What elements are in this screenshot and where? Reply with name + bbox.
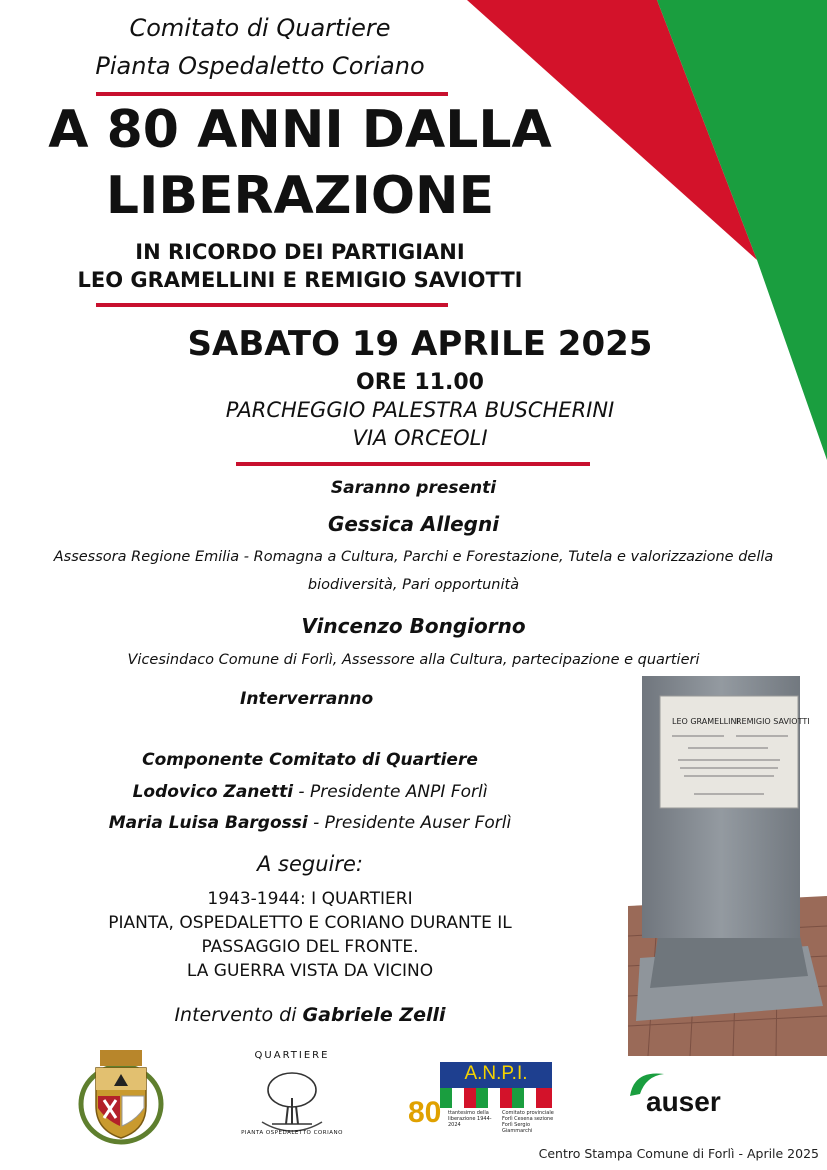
speaker-zanetti-role: - Presidente ANPI Forlì bbox=[293, 782, 488, 802]
followup-heading: A seguire: bbox=[256, 852, 363, 876]
divider-top bbox=[96, 92, 448, 96]
guest1-role-line2: biodiversità, Pari opportunità bbox=[307, 577, 520, 593]
anpi-small2: Comitato provinciale Forlì Cesena sezione Forlì Sergio Giammarchi bbox=[502, 1110, 554, 1134]
event-time: ORE 11.00 bbox=[356, 370, 484, 395]
quartiere-logo-bottom: PIANTA OSPEDALETTO CORIANO bbox=[241, 1130, 343, 1136]
anpi-80: 80 bbox=[408, 1096, 442, 1129]
event-place-line2: VIA ORCEOLI bbox=[352, 426, 488, 450]
subtitle-line1: IN RICORDO DEI PARTIGIANI bbox=[135, 240, 465, 264]
auser-logo bbox=[626, 1068, 756, 1120]
speaker-zanetti-name: Lodovico Zanetti bbox=[132, 782, 294, 802]
speaker-bargossi-role: - Presidente Auser Forlì bbox=[307, 813, 512, 833]
event-place-line1: PARCHEGGIO PALESTRA BUSCHERINI bbox=[225, 398, 615, 422]
anpi-wordmark: A.N.P.I. bbox=[464, 1063, 528, 1084]
divider-event bbox=[236, 462, 590, 466]
guest2-name: Vincenzo Bongiorno bbox=[301, 614, 526, 638]
speaker-zanetti bbox=[60, 782, 560, 802]
divider-subtitle bbox=[96, 303, 448, 307]
quartiere-logo-top: QUARTIERE bbox=[254, 1050, 330, 1061]
plaque-name-right: REMIGIO SAVIOTTI bbox=[736, 717, 810, 726]
intervento bbox=[60, 1004, 560, 1026]
intervento-prefix: Intervento di bbox=[174, 1004, 303, 1026]
committee-line1: Comitato di Quartiere bbox=[129, 14, 391, 42]
guest1-name: Gessica Allegni bbox=[327, 512, 500, 536]
monument-photo bbox=[628, 676, 827, 1056]
quartiere-logo bbox=[232, 1040, 352, 1145]
main-title-line2: LIBERAZIONE bbox=[105, 166, 495, 226]
anpi-logo bbox=[408, 1058, 558, 1138]
plaque-name-left: LEO GRAMELLINI bbox=[672, 717, 739, 726]
guest2-role: Vicesindaco Comune di Forlì, Assessore alla Cultura, partecipazione e quartieri bbox=[127, 652, 700, 668]
followup-line1: 1943-1944: I QUARTIERI bbox=[207, 889, 413, 909]
followup-line4: LA GUERRA VISTA DA VICINO bbox=[186, 961, 434, 981]
speaker-committee: Componente Comitato di Quartiere bbox=[142, 750, 478, 770]
main-title-line1: A 80 ANNI DALLA bbox=[48, 100, 552, 160]
followup-line3: PASSAGGIO DEL FRONTE. bbox=[201, 937, 419, 957]
intervento-name: Gabriele Zelli bbox=[302, 1004, 446, 1026]
speaker-bargossi bbox=[60, 813, 560, 833]
event-date: SABATO 19 APRILE 2025 bbox=[187, 324, 653, 364]
guest1-role-line1: Assessora Regione Emilia - Romagna a Cultura, Parchi e Forestazione, Tutela e valorizzazione della bbox=[53, 549, 774, 565]
anpi-small1: ttantesimo della liberazione 1944-2024 bbox=[448, 1110, 492, 1128]
committee-line2: Pianta Ospedaletto Coriano bbox=[95, 52, 425, 80]
auser-wordmark: auser bbox=[646, 1086, 721, 1117]
speaker-bargossi-name: Maria Luisa Bargossi bbox=[108, 813, 308, 833]
speakers-heading: Interverranno bbox=[240, 689, 374, 709]
forli-coat-of-arms-logo bbox=[76, 1046, 166, 1146]
subtitle-line2: LEO GRAMELLINI E REMIGIO SAVIOTTI bbox=[77, 268, 523, 292]
guests-heading: Saranno presenti bbox=[330, 478, 497, 498]
footer-credit: Centro Stampa Comune di Forlì - Aprile 2025 bbox=[538, 1146, 819, 1161]
followup-line2: PIANTA, OSPEDALETTO E CORIANO DURANTE IL bbox=[108, 913, 512, 933]
